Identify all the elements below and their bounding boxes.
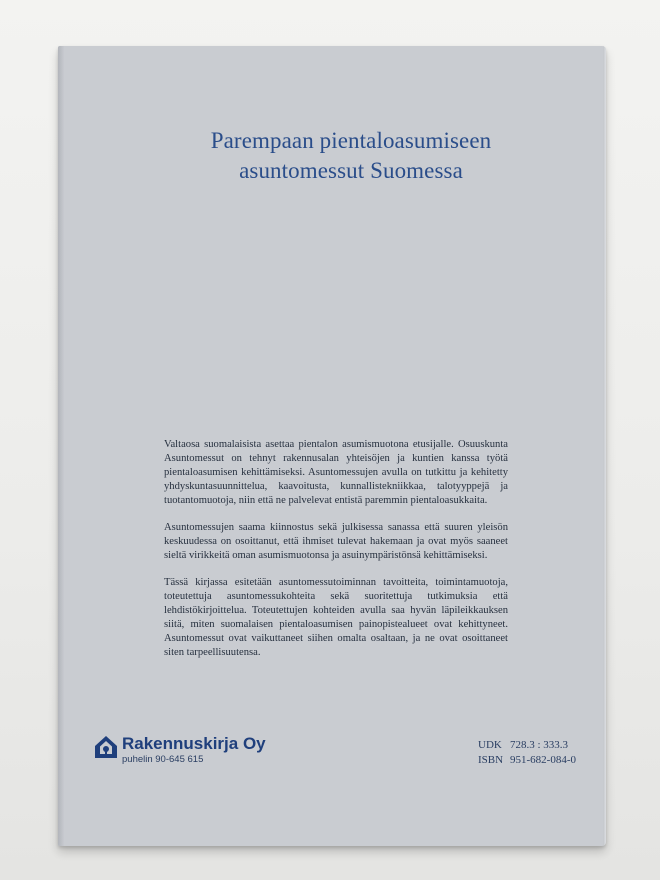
udk-value: 728.3 : 333.3 xyxy=(510,739,569,751)
publisher-name: Rakennuskirja Oy xyxy=(122,734,266,753)
blurb-paragraph: Asuntomessujen saama kiinnostus sekä julkisessa sanassa että suuren yleisön keskuudessa on osoittanut, että ihmiset tulevat hakemaan ja ovat myös saaneet sieltä virikkeitä oman asumismuotonsa ja asuinympäristönsä kehittämiseksi. xyxy=(164,522,508,561)
blurb-paragraph: Tässä kirjassa esitetään asuntomessutoiminnan tavoitteita, toimintamuotoja, toteutettuja asuntomessukohteita sekä suoritettuja tutkimuksia että lehdistökirjoittelua. Toteutettujen kohteiden avulla saa hyvän läpileikkauksen siitä, miten suomalaisen pientaloasumisen painopistealueet ovat kehittyneet. Asuntomessut ovat vaikuttaneet siihen omalta osaltaan, ja ne ovat osoittaneet siten tarpeellisuutensa. xyxy=(164,577,508,658)
isbn-label: ISBN xyxy=(478,754,504,766)
title-line-1: Parempaan pientaloasumiseen xyxy=(210,128,492,153)
blurb xyxy=(164,438,508,673)
book-title xyxy=(58,126,606,186)
publisher-phone: puhelin 90-645 615 xyxy=(122,754,204,765)
blurb-paragraph: Valtaosa suomalaisista asettaa pientalon asumismuotona etusijalle. Osuuskunta Asuntomessut on tehnyt rakennusalan yhteisöjen ja kuntien kanssa työtä pientaloasumisen kehittämiseksi. Asuntomessujen avulla on tutkittu ja kehitetty yhdyskuntasuunnittelua, kaavoitusta, kunnallistekniikkaa, talotyyppejä ja tuotantomuotoja, niin että ne palvelevat entistä paremmin pientaloasukkaita. xyxy=(164,439,508,506)
book-back-cover xyxy=(58,46,606,846)
udk-label: UDK xyxy=(478,739,502,751)
house-logo-icon xyxy=(94,735,118,759)
publisher-block xyxy=(94,734,266,766)
title-line-2: asuntomessut Suomessa xyxy=(239,158,463,183)
catalog-codes xyxy=(478,738,576,768)
isbn-value: 951-682-084-0 xyxy=(510,754,576,766)
